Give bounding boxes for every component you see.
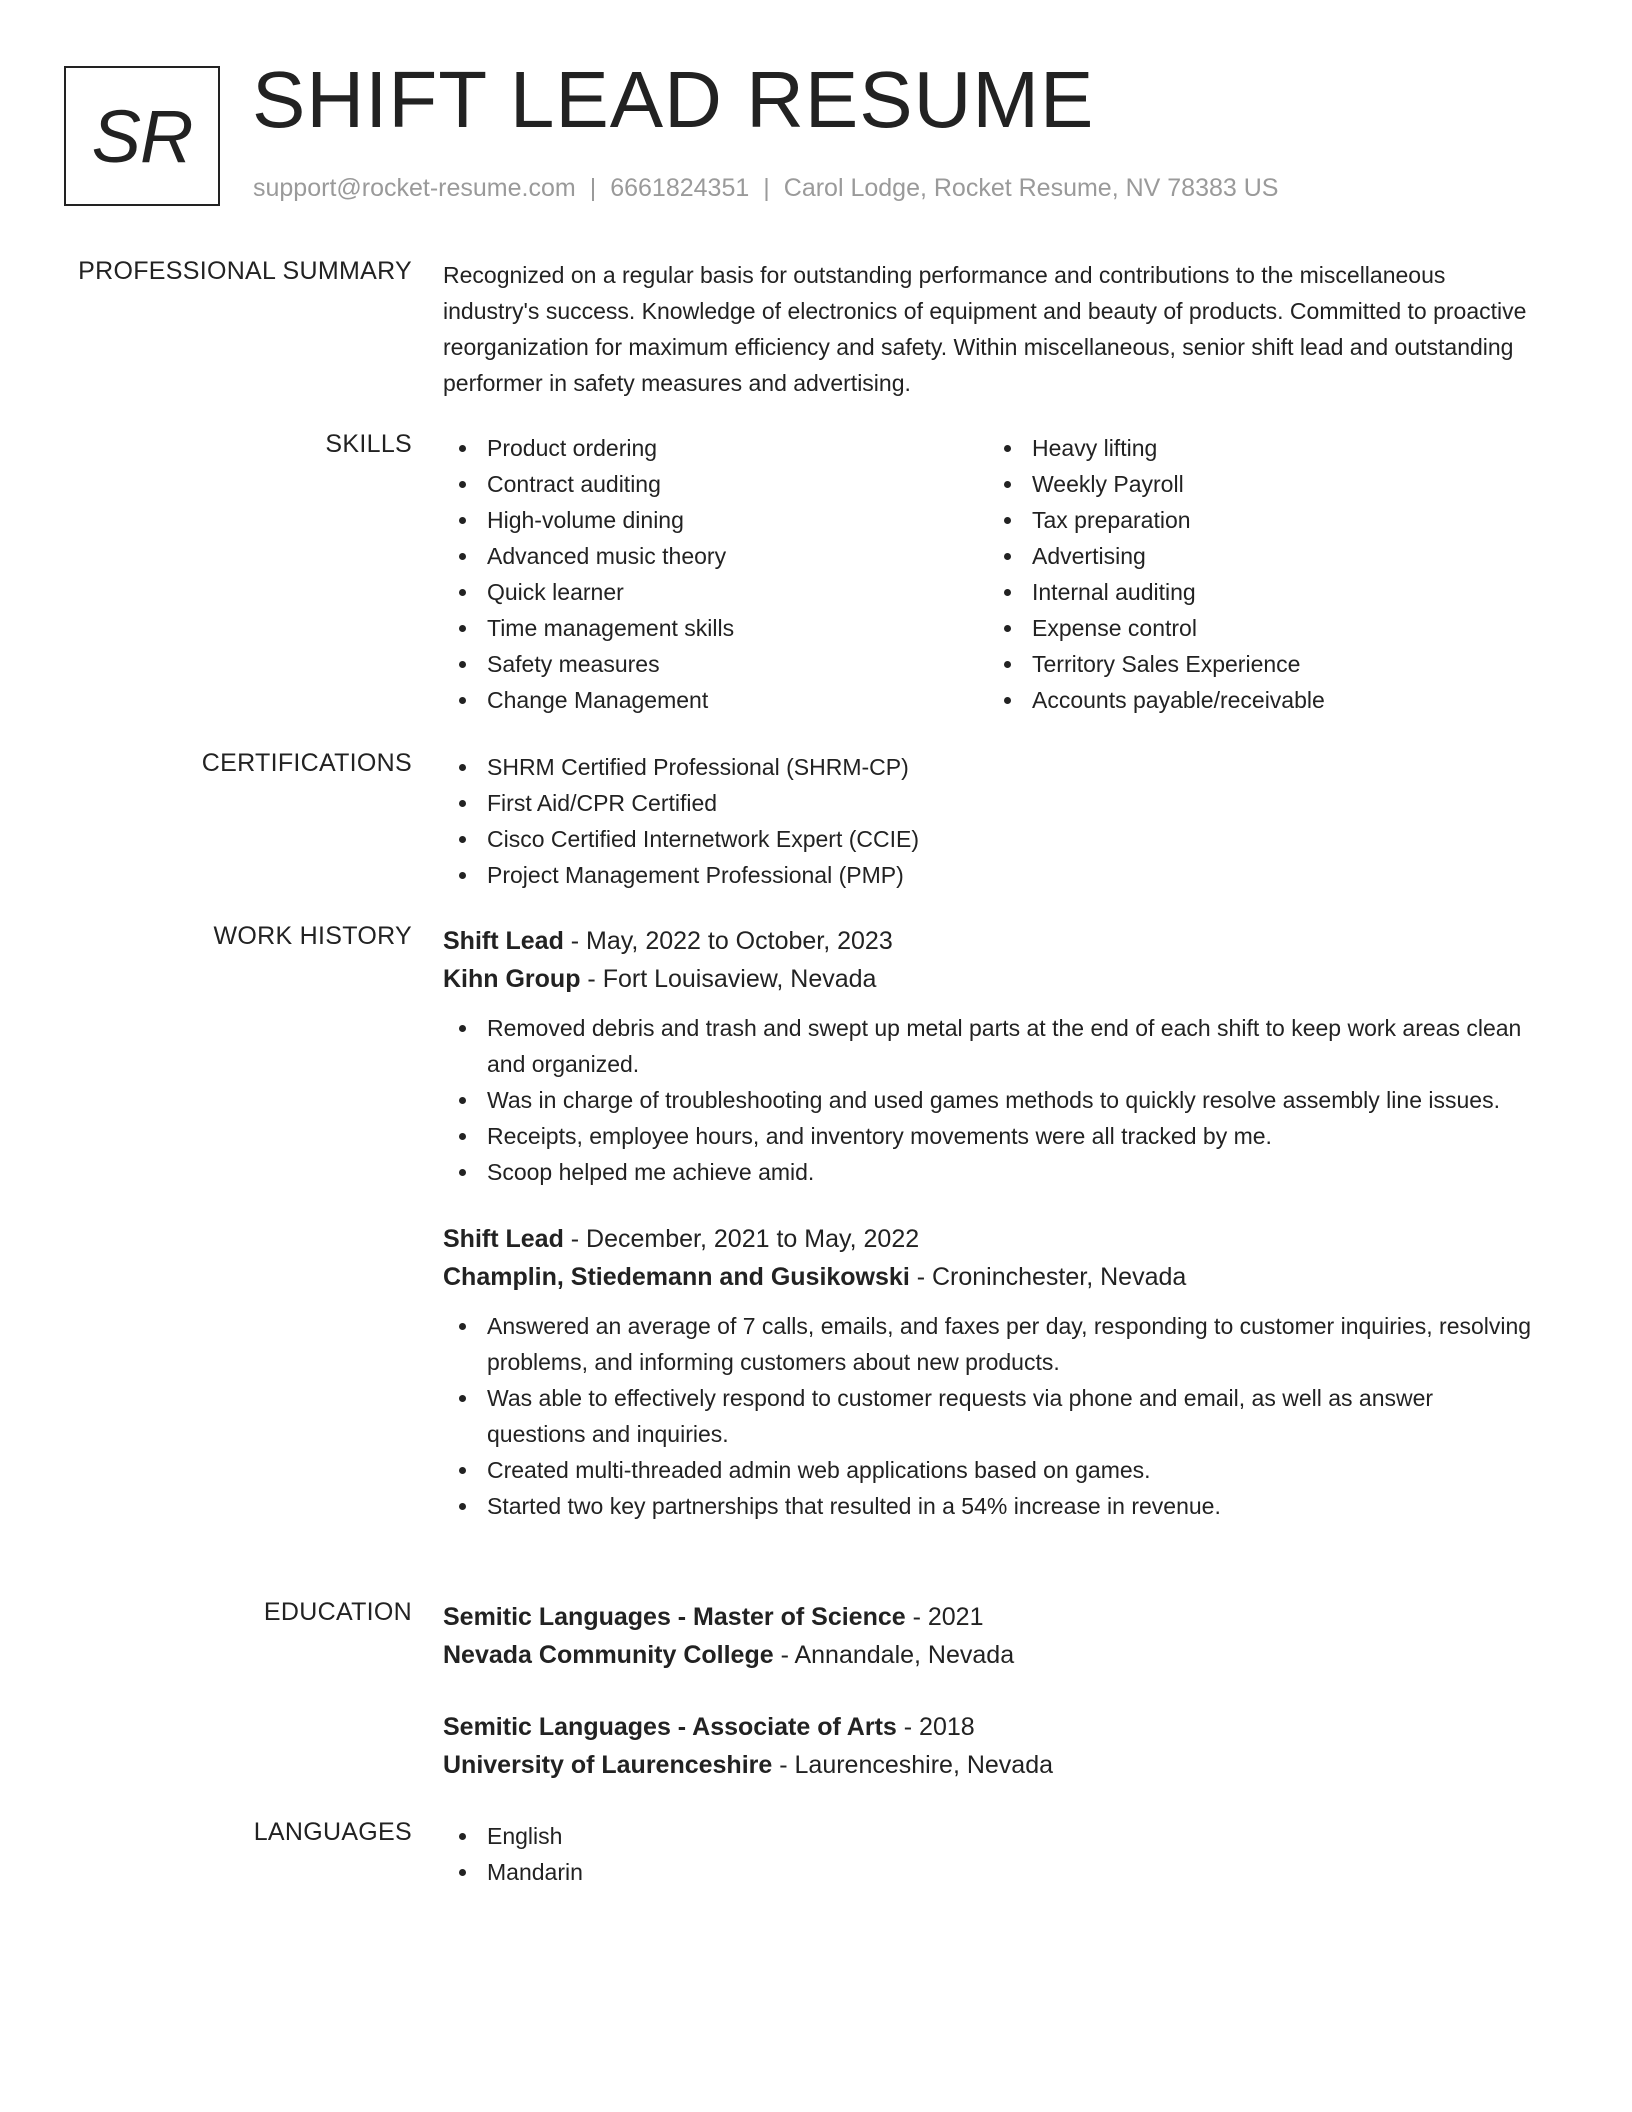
skill-item: Internal auditing bbox=[988, 574, 1533, 610]
skill-item: Quick learner bbox=[443, 574, 988, 610]
job-entry bbox=[443, 922, 1533, 1190]
education-degree-line bbox=[443, 1598, 1533, 1636]
education-school: Nevada Community College bbox=[443, 1641, 774, 1669]
skill-item: High-volume dining bbox=[443, 502, 988, 538]
job-bullet: Removed debris and trash and swept up metal parts at the end of each shift to keep work areas clean and organized. bbox=[443, 1010, 1533, 1082]
language-item: Mandarin bbox=[443, 1854, 1533, 1890]
skill-item: Weekly Payroll bbox=[988, 466, 1533, 502]
job-bullet: Was in charge of troubleshooting and used games methods to quickly resolve assembly line issues. bbox=[443, 1082, 1533, 1118]
skills-column-1 bbox=[443, 430, 988, 718]
certification-item: First Aid/CPR Certified bbox=[443, 785, 1533, 821]
job-entry bbox=[443, 1220, 1533, 1524]
skill-item: Product ordering bbox=[443, 430, 988, 466]
skills-body bbox=[443, 430, 1533, 718]
languages-body bbox=[443, 1818, 1533, 1890]
education-school-line bbox=[443, 1746, 1533, 1784]
contact-address: Carol Lodge, Rocket Resume, NV 78383 US bbox=[783, 174, 1279, 202]
job-title-line bbox=[443, 922, 1533, 960]
skills-column-2 bbox=[988, 430, 1533, 718]
skill-item: Accounts payable/receivable bbox=[988, 682, 1533, 718]
job-company: Champlin, Stiedemann and Gusikowski bbox=[443, 1263, 910, 1291]
summary-body bbox=[443, 257, 1533, 401]
education-school: University of Laurenceshire bbox=[443, 1751, 773, 1779]
certification-item: Project Management Professional (PMP) bbox=[443, 857, 1533, 893]
education-degree: Semitic Languages - Associate of Arts bbox=[443, 1713, 897, 1741]
job-company-line bbox=[443, 1258, 1533, 1296]
monogram-badge bbox=[64, 66, 220, 206]
section-label-work-history: WORK HISTORY bbox=[213, 922, 412, 950]
skill-item: Safety measures bbox=[443, 646, 988, 682]
contact-separator: | bbox=[763, 174, 770, 202]
certification-item: Cisco Certified Internetwork Expert (CCIE) bbox=[443, 821, 1533, 857]
skill-item: Expense control bbox=[988, 610, 1533, 646]
job-bullet: Answered an average of 7 calls, emails, and faxes per day, responding to customer inquiries, resolving problems, and informing customers about new products. bbox=[443, 1308, 1533, 1380]
skill-item: Contract auditing bbox=[443, 466, 988, 502]
job-bullet: Started two key partnerships that resulted in a 54% increase in revenue. bbox=[443, 1488, 1533, 1524]
education-school-line bbox=[443, 1636, 1533, 1674]
job-bullet: Scoop helped me achieve amid. bbox=[443, 1154, 1533, 1190]
job-location: - Croninchester, Nevada bbox=[909, 1263, 1187, 1291]
section-label-certifications: CERTIFICATIONS bbox=[201, 749, 412, 777]
summary-text: Recognized on a regular basis for outstanding performance and contributions to the miscellaneous industry's success. Knowledge of electronics of equipment and beauty of products. Committed to proactive reorganization for maximum efficiency and safety. Within miscellaneous, senior shift lead and outstanding performer in safety measures and advertising. bbox=[443, 262, 1527, 396]
skill-item: Advanced music theory bbox=[443, 538, 988, 574]
skill-item: Territory Sales Experience bbox=[988, 646, 1533, 682]
page-title: SHIFT LEAD RESUME bbox=[252, 55, 1095, 144]
contact-separator: | bbox=[589, 174, 597, 202]
skill-item: Tax preparation bbox=[988, 502, 1533, 538]
education-degree: Semitic Languages - Master of Science bbox=[443, 1603, 906, 1631]
job-location: - Fort Louisaview, Nevada bbox=[580, 965, 877, 993]
work-history-body bbox=[443, 922, 1533, 1524]
job-dates: - May, 2022 to October, 2023 bbox=[563, 927, 893, 955]
education-entry bbox=[443, 1598, 1533, 1674]
education-body bbox=[443, 1598, 1533, 1784]
education-entry bbox=[443, 1708, 1533, 1784]
job-bullet: Was able to effectively respond to customer requests via phone and email, as well as answer questions and inquiries. bbox=[443, 1380, 1533, 1452]
certifications-body bbox=[443, 749, 1533, 893]
language-item: English bbox=[443, 1818, 1533, 1854]
job-title-line bbox=[443, 1220, 1533, 1258]
education-degree-line bbox=[443, 1708, 1533, 1746]
certification-item: SHRM Certified Professional (SHRM-CP) bbox=[443, 749, 1533, 785]
education-location: - Laurenceshire, Nevada bbox=[772, 1751, 1054, 1779]
languages-list bbox=[443, 1818, 1533, 1890]
education-year: - 2021 bbox=[905, 1603, 984, 1631]
job-title: Shift Lead bbox=[443, 927, 564, 955]
certifications-list bbox=[443, 749, 1533, 893]
section-label-skills: SKILLS bbox=[325, 430, 412, 458]
job-bullet: Created multi-threaded admin web applications based on games. bbox=[443, 1452, 1533, 1488]
job-dates: - December, 2021 to May, 2022 bbox=[563, 1225, 920, 1253]
contact-phone: 6661824351 bbox=[610, 174, 750, 202]
skill-item: Advertising bbox=[988, 538, 1533, 574]
education-year: - 2018 bbox=[896, 1713, 975, 1741]
job-company-line bbox=[443, 960, 1533, 998]
skill-item: Time management skills bbox=[443, 610, 988, 646]
section-label-education: EDUCATION bbox=[263, 1598, 412, 1626]
skills-grid bbox=[443, 430, 1533, 718]
skill-item: Change Management bbox=[443, 682, 988, 718]
job-bullets bbox=[443, 1308, 1533, 1524]
contact-line bbox=[253, 174, 1278, 203]
job-bullet: Receipts, employee hours, and inventory movements were all tracked by me. bbox=[443, 1118, 1533, 1154]
skill-item: Heavy lifting bbox=[988, 430, 1533, 466]
section-label-summary: PROFESSIONAL SUMMARY bbox=[78, 257, 412, 285]
section-label-languages: LANGUAGES bbox=[253, 1818, 412, 1846]
contact-email: support@rocket-resume.com bbox=[253, 174, 576, 202]
job-company: Kihn Group bbox=[443, 965, 581, 993]
job-title: Shift Lead bbox=[443, 1225, 564, 1253]
education-location: - Annandale, Nevada bbox=[773, 1641, 1015, 1669]
monogram-initials: SR bbox=[91, 94, 193, 178]
job-bullets bbox=[443, 1010, 1533, 1190]
